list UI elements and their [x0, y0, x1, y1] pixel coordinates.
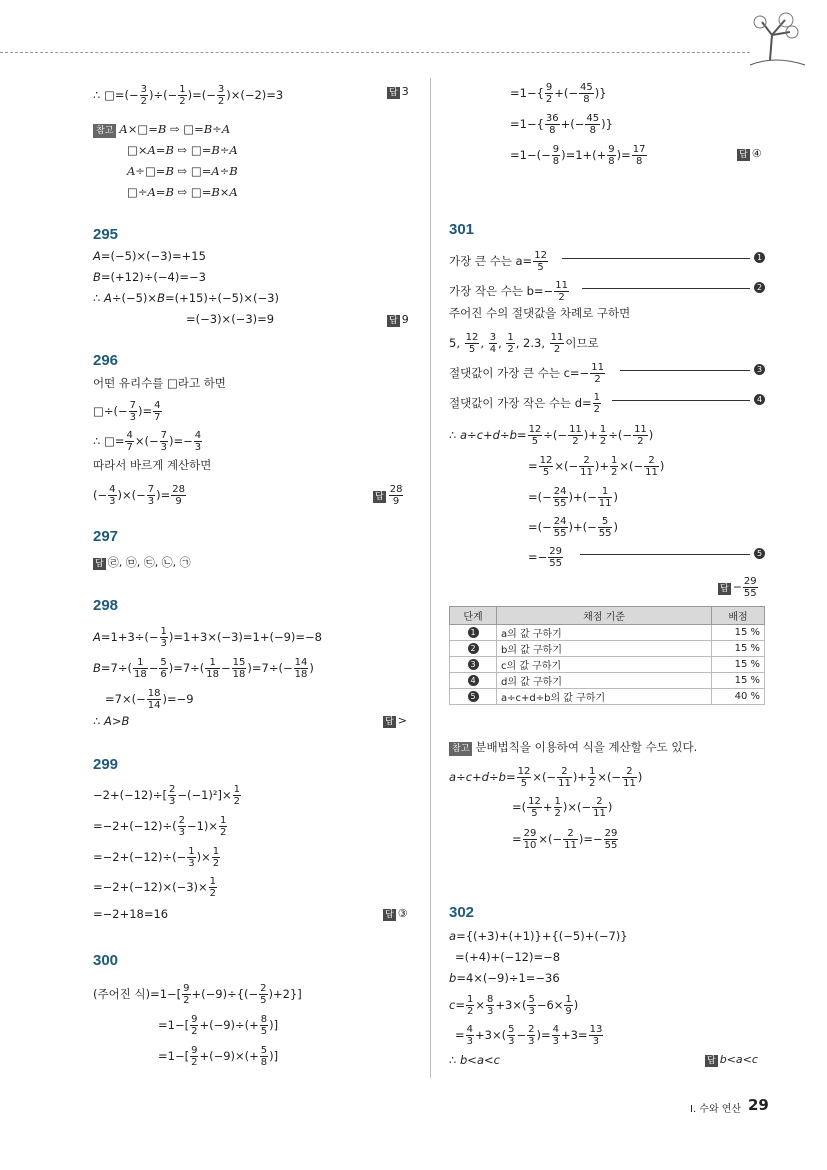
- p301-line5: 절댓값이 가장 큰 수는 c=− $\frac{11}{2}$: [449, 362, 604, 385]
- p298-line3: =7×(− $\frac{18}{14}$ )=−9: [105, 688, 194, 711]
- p301-lead4: [612, 400, 750, 401]
- p301-line9: =(− $\frac{24}{55}$ )+(− $\frac{1}{11}$ ): [528, 486, 618, 509]
- p296-text2: 따라서 바르게 계산하면: [93, 458, 212, 472]
- table-row: 2 b의 값 구하기 15 %: [450, 641, 765, 657]
- answer-top-left: 답 3: [389, 85, 409, 98]
- p301-line4: 5, $\frac{12}{5}$ , $\frac{3}{4}$ , $\frac{1}{2}$ , 2.3, $\frac{11}{2}$ 이므로: [449, 332, 599, 355]
- p302-line1: a={(+3)+(+1)}+{(−5)+(−7)}: [449, 929, 628, 943]
- p296-line3: ∴ □= $\frac{4}{7}$ ×(− $\frac{7}{3}$ )=− $\frac{4}{3}$: [93, 430, 202, 453]
- problem-300-number: 300: [93, 952, 119, 969]
- tip-right-line2: =( $\frac{12}{5}$ + $\frac{1}{2}$ )×(− $\frac{2}{11}$ ): [512, 796, 613, 819]
- tip-right-line1: a÷c+d÷b= $\frac{12}{5}$ ×(− $\frac{2}{11}$ )+ $\frac{1}{2}$ ×(− $\frac{2}{11}$ ): [449, 766, 643, 789]
- p296-line5: (− $\frac{4}{3}$ )×(− $\frac{7}{3}$ )= $\frac{28}{9}$: [93, 484, 185, 507]
- p300-answer: 답 ④: [739, 147, 762, 160]
- tip-left: 참고 A×□=B ⇨ □=B÷A: [93, 122, 230, 138]
- tip-line-3: A÷□=B ⇨ □=A÷B: [127, 164, 238, 178]
- p299-line2: =−2+(−12)÷( $\frac{2}{3}$ −1)× $\frac{1}{2}$: [93, 815, 227, 838]
- problem-302-number: 302: [449, 904, 475, 921]
- p298-answer: 답 >: [385, 714, 407, 727]
- p302-line4: c= $\frac{1}{2}$ × $\frac{8}{3}$ +3×( $\frac{5}{3}$ −6× $\frac{1}{9}$ ): [449, 994, 579, 1017]
- tree-illustration-icon: [740, 10, 810, 70]
- p297-answer: 답 ㉣, ㉤, ㉢, ㉡, ㉠: [95, 556, 191, 569]
- tip-line-2: □×A=B ⇨ □=B÷A: [127, 143, 238, 157]
- step-1-badge: 1: [754, 252, 765, 263]
- p301-lead2: [582, 288, 750, 289]
- p301-line10: =(− $\frac{24}{55}$ )+(− $\frac{5}{55}$ ): [528, 516, 618, 539]
- table-row: 1 a의 값 구하기 15 %: [450, 625, 765, 641]
- p295-line4: =(−3)×(−3)=9: [186, 312, 275, 326]
- p296-text1: 어떤 유리수를 □라고 하면: [93, 376, 226, 390]
- p301-line6: 절댓값이 가장 작은 수는 d= $\frac{1}{2}$: [449, 392, 601, 415]
- table-row: 4 d의 값 구하기 15 %: [450, 673, 765, 689]
- p301-line3: 주어진 수의 절댓값을 차례로 구하면: [449, 306, 631, 320]
- grading-table: [449, 606, 765, 705]
- p296-line2: □÷(− $\frac{7}{3}$ )= $\frac{4}{7}$: [93, 400, 161, 423]
- p295-line3: ∴ A÷(−5)×B=(+15)÷(−5)×(−3): [93, 291, 279, 305]
- table-header: 배점: [712, 607, 765, 625]
- column-divider: [430, 78, 431, 1078]
- problem-295-number: 295: [93, 226, 119, 243]
- p300-cont-line1: =1−{ $\frac{9}{2}$ +(− $\frac{45}{8}$ )}: [510, 82, 607, 105]
- p295-line1: A=(−5)×(−3)=+15: [93, 249, 206, 263]
- problem-301-number: 301: [449, 221, 475, 238]
- p300-cont-line3: =1−(− $\frac{9}{8}$ )=1+(+ $\frac{9}{8}$ )= $\frac{17}{8}$: [510, 144, 646, 167]
- p302-line6: ∴ b<a<c: [449, 1053, 500, 1067]
- p301-line7: ∴ a÷c+d÷b= $\frac{12}{5}$ ÷(− $\frac{11}{2}$ )+ $\frac{1}{2}$ ÷(− $\frac{11}{2}$ ): [449, 424, 654, 447]
- problem-297-number: 297: [93, 528, 119, 545]
- top-equation: ∴ □=(− $\frac{3}{2}$ )÷(− $\frac{1}{2}$ )=(− $\frac{3}{2}$ )×(−2)=3: [93, 84, 284, 107]
- problem-299-number: 299: [93, 756, 119, 773]
- page-number: 29: [748, 1096, 769, 1114]
- header-rule: [0, 52, 750, 53]
- step-4-badge: 4: [754, 394, 765, 405]
- p301-line1: 가장 큰 수는 a= $\frac{12}{5}$: [449, 250, 547, 273]
- p301-answer: 답 − $\frac{29}{55}$: [720, 576, 757, 599]
- p299-line5: =−2+18=16: [93, 907, 169, 921]
- footer-chapter: I. 수와 연산: [690, 1104, 742, 1115]
- p299-answer: 답 ③: [385, 907, 408, 920]
- p299-line4: =−2+(−12)×(−3)× $\frac{1}{2}$: [93, 876, 217, 899]
- step-3-badge: 3: [754, 364, 765, 375]
- tip-line-4: □÷A=B ⇨ □=B×A: [127, 185, 238, 199]
- p300-line1: (주어진 식)=1−[ $\frac{9}{2}$ +(−9)÷{(− $\frac{2}{5}$ )+2}]: [93, 983, 302, 1006]
- p301-lead3: [620, 370, 750, 371]
- step-5-badge: 5: [754, 548, 765, 559]
- p298-line2: B=7÷( $\frac{1}{18}$ − $\frac{5}{6}$ )=7÷( $\frac{1}{18}$ − $\frac{15}{18}$ )=7÷(− $\frac{14}{18}$ ): [93, 657, 314, 680]
- p302-line3: b=4×(−9)÷1=−36: [449, 971, 560, 985]
- p299-line3: =−2+(−12)÷(− $\frac{1}{3}$ )× $\frac{1}{2}$: [93, 846, 220, 869]
- table-row: 3 c의 값 구하기 15 %: [450, 657, 765, 673]
- problem-298-number: 298: [93, 597, 119, 614]
- p300-cont-line2: =1−{ $\frac{36}{8}$ +(− $\frac{45}{8}$ )}: [510, 113, 613, 136]
- p301-lead5: [580, 554, 750, 555]
- tip-right-line3: = $\frac{29}{10}$ ×(− $\frac{2}{11}$ )=− $\frac{29}{55}$: [512, 828, 618, 851]
- p300-line3: =1−[ $\frac{9}{2}$ +(−9)×(+ $\frac{5}{8}$ )]: [158, 1045, 279, 1068]
- p301-lead1: [562, 258, 750, 259]
- tip-right: 참고 분배법칙을 이용하여 식을 계산할 수도 있다.: [449, 740, 697, 756]
- p302-line5: = $\frac{4}{3}$ +3×( $\frac{5}{3}$ − $\frac{2}{3}$ )= $\frac{4}{3}$ +3= $\frac{13}{3}$: [455, 1024, 603, 1047]
- p301-line8: = $\frac{12}{5}$ ×(− $\frac{2}{11}$ )+ $\frac{1}{2}$ ×(− $\frac{2}{11}$ ): [528, 455, 665, 478]
- table-row: 5 a÷c+d÷b의 값 구하기 40 %: [450, 689, 765, 705]
- p298-line4: ∴ A>B: [93, 714, 130, 728]
- step-2-badge: 2: [754, 282, 765, 293]
- p295-line2: B=(+12)÷(−4)=−3: [93, 270, 206, 284]
- p301-line2: 가장 작은 수는 b=− $\frac{11}{2}$: [449, 280, 568, 303]
- table-header: 단계: [450, 607, 497, 625]
- p295-answer: 답 9: [389, 313, 409, 326]
- p298-line1: A=1+3÷(− $\frac{1}{3}$ )=1+3×(−3)=1+(−9)=−8: [93, 626, 322, 649]
- p302-answer: 답 b<a<c: [707, 1053, 758, 1066]
- p299-line1: −2+(−12)÷[ $\frac{2}{3}$ −(−1)²]× $\frac{1}{2}$: [93, 784, 240, 807]
- p301-line11: =− $\frac{29}{55}$: [528, 546, 563, 569]
- p302-line2: =(+4)+(−12)=−8: [455, 950, 561, 964]
- p296-answer: 답 $\frac{28}{9}$: [375, 484, 403, 507]
- problem-296-number: 296: [93, 352, 119, 369]
- p300-line2: =1−[ $\frac{9}{2}$ +(−9)÷(+ $\frac{8}{5}$ )]: [158, 1014, 279, 1037]
- table-header: 채점 기준: [497, 607, 712, 625]
